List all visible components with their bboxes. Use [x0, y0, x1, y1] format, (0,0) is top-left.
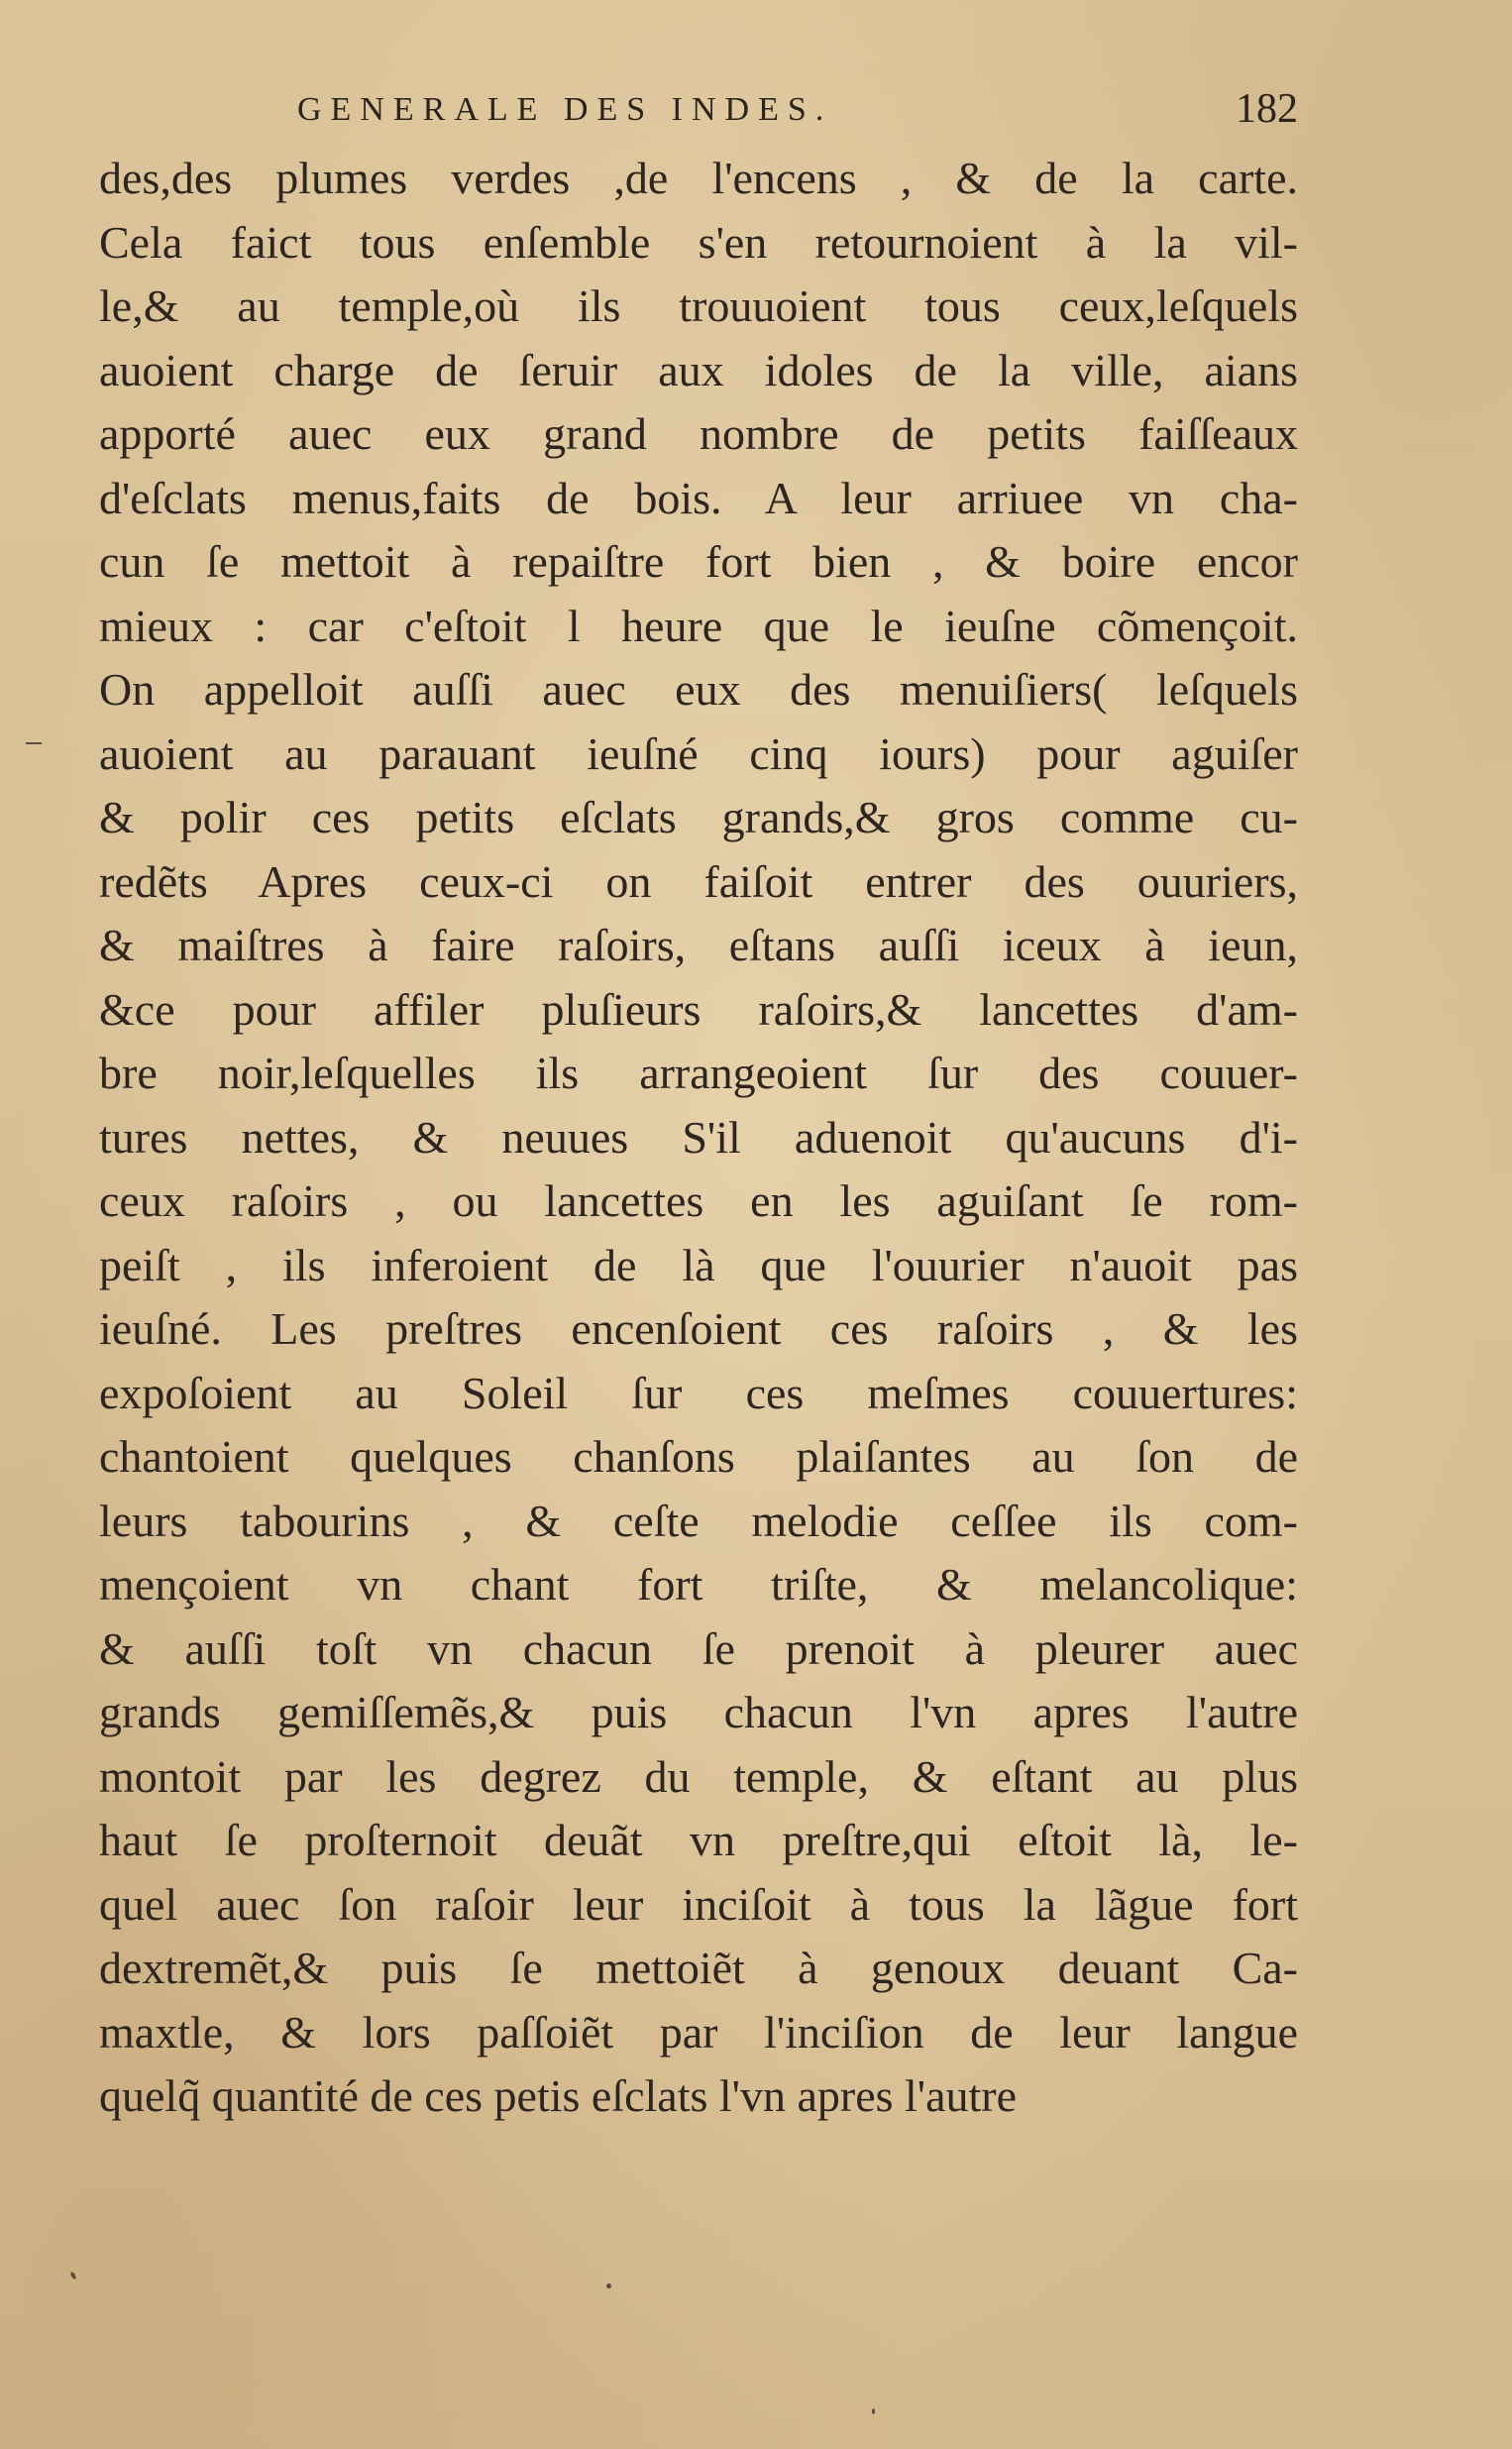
text-line: & polir ces petits eſclats grands,& gros comme cu- — [99, 792, 1298, 842]
text-line: & maiſtres à faire raſoirs, eſtans auſſi iceux à ieun, — [99, 920, 1298, 970]
running-head: GENERALE DES INDES. — [297, 91, 833, 128]
text-line: haut ſe proſternoit deuãt vn preſtre,qui eſtoit là, le- — [99, 1815, 1298, 1865]
text-line: cun ſe mettoit à repaiſtre fort bien , & boire encor — [99, 536, 1298, 587]
text-line: On appelloit auſſi auec eux des menuiſiers( leſquels — [99, 664, 1298, 715]
text-line: leurs tabourins , & ceſte melodie ceſſee ils com- — [99, 1495, 1298, 1546]
text-line: Cela faict tous enſemble s'en retournoient à la vil- — [99, 216, 1298, 268]
text-line: expoſoient au Soleil ſur ces meſmes couuertures: — [99, 1367, 1298, 1418]
paper-speck — [872, 2408, 875, 2414]
text-line: le,& au temple,où ils trouuoient tous ceux,leſquels — [99, 280, 1298, 331]
paper-speck — [69, 2272, 76, 2281]
text-line: redẽts Apres ceux-ci on faiſoit entrer des ouuriers, — [99, 855, 1298, 907]
text-line: des,des plumes verdes ,de l'encens , & de la carte. — [99, 153, 1298, 203]
text-line: chantoient quelques chanſons plaiſantes au ſon de — [99, 1431, 1298, 1482]
text-line: dextremẽt,& puis ſe mettoiẽt à genoux deuant Ca- — [99, 1943, 1298, 1993]
text-line: d'eſclats menus,faits de bois. A leur arriuee vn cha- — [99, 472, 1298, 523]
text-line: bre noir,leſquelles ils arrangeoient ſur des couuer- — [99, 1048, 1298, 1098]
text-line: & auſſi toſt vn chacun ſe prenoit à pleurer auec — [99, 1622, 1298, 1674]
page-number: 182 — [1236, 86, 1298, 132]
text-line: &ce pour affiler pluſieurs raſoirs,& lancettes d'am- — [99, 983, 1298, 1035]
text-line: ceux raſoirs , ou lancettes en les aguiſant ſe rom- — [99, 1175, 1298, 1226]
text-line: peiſt , ils inferoient de là que l'ouurier n'auoit pas — [99, 1239, 1298, 1290]
text-line: tures nettes, & neuues S'il aduenoit qu'aucuns d'i- — [99, 1111, 1298, 1163]
text-line: montoit par les degrez du temple, & eſtant au plus — [99, 1750, 1298, 1802]
paper-speck — [606, 2283, 611, 2288]
page-header — [297, 85, 1298, 145]
text-line: auoient au parauant ieuſné cinq iours) pour aguiſer — [99, 727, 1298, 779]
margin-mark — [26, 742, 42, 744]
text-line: mençoient vn chant fort triſte, & melancolique: — [99, 1559, 1298, 1610]
text-line: ieuſné. Les preſtres encenſoient ces raſoirs , & les — [99, 1303, 1298, 1354]
text-line: mieux : car c'eſtoit l heure que le ieuſne cõmençoit. — [99, 600, 1298, 651]
text-line: grands gemiſſemẽs,& puis chacun l'vn apres l'autre — [99, 1687, 1298, 1737]
body-text — [99, 147, 1298, 2129]
text-line: quelq̃ quantité de ces petis eſclats l'vn apres l'autre — [99, 2070, 1018, 2121]
text-line: apporté auec eux grand nombre de petits faiſſeaux — [99, 408, 1298, 459]
text-line: auoient charge de ſeruir aux idoles de la ville, aians — [99, 344, 1298, 395]
text-line: maxtle, & lors paſſoiẽt par l'inciſion de leur langue — [99, 2006, 1298, 2058]
text-line: quel auec ſon raſoir leur inciſoit à tous la lãgue fort — [99, 1878, 1298, 1930]
